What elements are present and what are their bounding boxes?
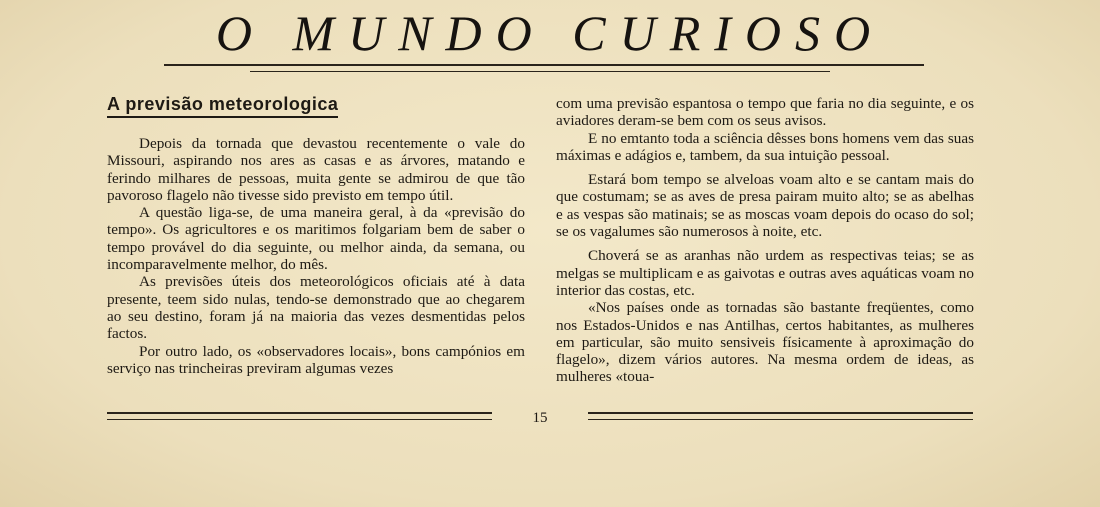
article-column-right xyxy=(556,95,974,386)
footer-rule-left-top xyxy=(107,412,492,414)
page-number: 15 xyxy=(532,410,548,426)
footer-rule-right-bottom xyxy=(588,419,973,420)
masthead-rule-bottom xyxy=(250,71,830,72)
masthead-title: O MUNDO CURIOSO xyxy=(215,5,885,61)
paragraph: Depois da tornada que devastou recentemente o vale do Missouri, aspirando nos ares as casas e as árvores, matando e ferindo milhares de pessoas, muita gente se admirou de que tão pavoroso flagelo não tivesse sido previsto em tempo útil. xyxy=(107,135,525,204)
footer-rule-left-bottom xyxy=(107,419,492,420)
paragraph: As previsões úteis dos meteorológicos oficiais até à data presente, teem sido nulas, tendo-se demonstrado que ao chegarem ao seu destino, foram já na maioria das vezes desmentidas pelos factos. xyxy=(107,273,525,343)
paragraph: Estará bom tempo se alveloas voam alto e se cantam mais do que costumam; se as aves de presa pairam muito alto; se as abelhas e as vespas são matinais; se as moscas voam depois do ocaso do sol; se os vagalumes são numerosos à noite, etc. xyxy=(556,171,974,241)
masthead-rule-top xyxy=(164,64,924,66)
paragraph: E no emtanto toda a sciência dêsses bons homens vem das suas máximas e adágios e, tambem, da sua intuição pessoal. xyxy=(556,129,974,164)
paragraph: A questão liga-se, de uma maneira geral, à da «previsão do tempo». Os agricultores e os maritimos folgariam bem de saber o tempo provável do dia seguinte, ou melhor ainda, da semana, ou incomparavelmente melhor, do mês. xyxy=(107,204,525,274)
paragraph: Choverá se as aranhas não urdem as respectivas teias; se as melgas se multiplicam e as gaivotas e outras aves aquáticas voam no interior das costas, etc. xyxy=(556,247,974,299)
footer-rule-right-top xyxy=(588,412,973,414)
paragraph-continued: com uma previsão espantosa o tempo que faria no dia seguinte, e os aviadores deram-se bem com os seus avisos. xyxy=(556,95,974,130)
paragraph: «Nos países onde as tornadas são bastante freqüentes, como nos Estados-Unidos e nas Antilhas, certos habitantes, as mulheres em particular, são muito sensiveis físicamente à aproximação do flagelo», dizem vários autores. Na mesma ordem de ideas, as mulheres «toua- xyxy=(556,299,974,386)
paragraph: Por outro lado, os «observadores locais», bons campónios em serviço nas trincheiras previram algumas vezes xyxy=(107,342,525,377)
article-column-left xyxy=(107,93,525,377)
article-title: A previsão meteorologica xyxy=(107,93,338,118)
